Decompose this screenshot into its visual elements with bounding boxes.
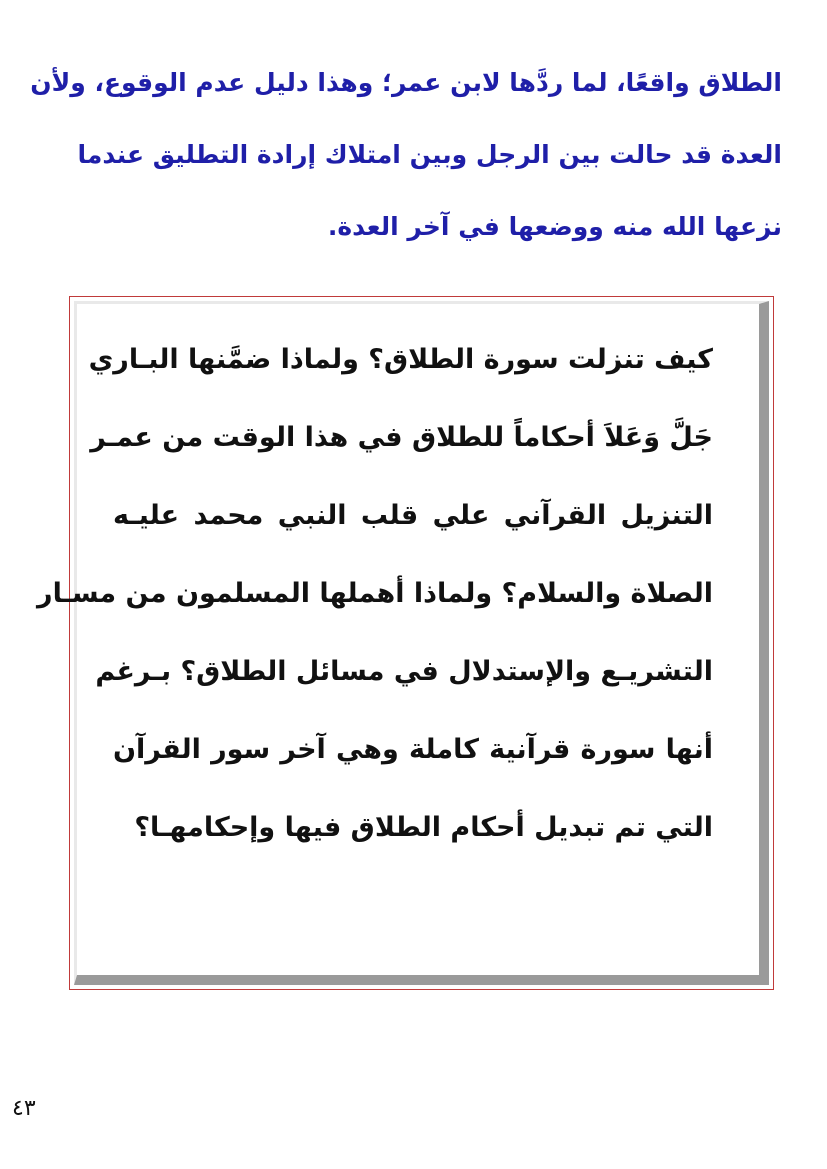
quote-line-5: التشريـع والإستدلال في مسائل الطلاق؟ بـرغم (95, 656, 713, 687)
quote-line-7: التي تم تبديل أحكام الطلاق فيها وإحكامهـا؟ (134, 812, 713, 843)
page-number: ٤٣ (12, 1096, 36, 1121)
quote-line-3: التنزيل القرآني علي قلب النبي محمد عليـه (113, 500, 713, 531)
quote-line-2: جَلَّ وَعَلاَ أحكاماً للطلاق في هذا الوقت من عمـر (90, 422, 713, 453)
body-text-line-3: نزعها الله منه ووضعها في آخر العدة. (327, 212, 782, 241)
quote-line-6: أنها سورة قرآنية كاملة وهي آخر سور القرآن (113, 734, 713, 765)
quote-line-4: الصلاة والسلام؟ ولماذا أهملها المسلمون من مسـار (37, 578, 713, 609)
quote-box (37, 296, 774, 990)
quote-box-inner (37, 301, 769, 985)
body-text-line-2: العدة قد حالت بين الرجل وبين امتلاك إرادة التطليق عندما (77, 140, 782, 169)
body-text-line-1: الطلاق واقعًا، لما ردَّها لابن عمر؛ وهذا دليل عدم الوقوع، ولأن (30, 68, 782, 97)
quote-line-1: كيف تنزلت سورة الطلاق؟ ولماذا ضمَّنها البـاري (88, 344, 713, 375)
